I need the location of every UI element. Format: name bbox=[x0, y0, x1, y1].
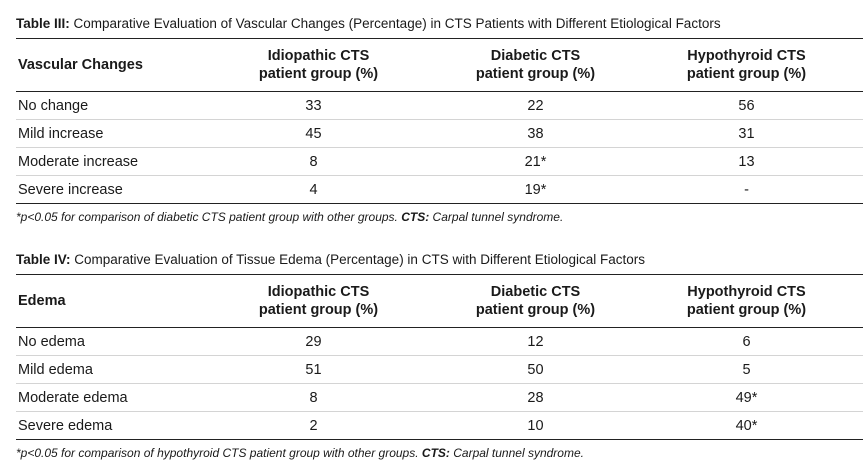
table-row bbox=[16, 356, 863, 384]
row-label: Moderate increase bbox=[18, 153, 139, 170]
table-row bbox=[16, 120, 863, 148]
table-cell: 10 bbox=[527, 417, 544, 434]
table-cell: 50 bbox=[527, 361, 544, 378]
table-row bbox=[16, 148, 863, 176]
caption-text: Comparative Evaluation of Tissue Edema (Percentage) in CTS with Different Etiological Factors bbox=[70, 252, 646, 267]
table-cell: 12 bbox=[527, 333, 544, 350]
column-header: Diabetic CTS patient group (%) bbox=[475, 48, 596, 82]
caption-text: Comparative Evaluation of Vascular Changes (Percentage) in CTS Patients with Different Etiological Factors bbox=[69, 16, 721, 31]
table-cell: 56 bbox=[738, 97, 755, 114]
table-cell: 28 bbox=[527, 389, 544, 406]
row-label: No change bbox=[18, 97, 89, 114]
table-cell: 22 bbox=[527, 97, 544, 114]
table-cell: 51 bbox=[305, 361, 322, 378]
table-cell: 6 bbox=[742, 333, 751, 350]
table-row bbox=[16, 384, 863, 412]
table-header-row bbox=[16, 274, 863, 328]
table-cell: 29 bbox=[305, 333, 322, 350]
table-cell: 31 bbox=[738, 125, 755, 142]
table-cell: - bbox=[744, 181, 749, 198]
row-label: Severe edema bbox=[18, 417, 113, 434]
table-cell: 49* bbox=[735, 389, 758, 406]
caption-label: Table IV: bbox=[16, 252, 71, 267]
column-header: Hypothyroid CTS patient group (%) bbox=[686, 48, 807, 82]
table-cell: 45 bbox=[305, 125, 322, 142]
column-header: Idiopathic CTS patient group (%) bbox=[258, 284, 379, 318]
table-cell: 33 bbox=[305, 97, 322, 114]
table-cell: 8 bbox=[309, 389, 318, 406]
table-iii bbox=[16, 0, 863, 224]
table-cell: 8 bbox=[309, 153, 318, 170]
table-row bbox=[16, 92, 863, 120]
table-caption bbox=[16, 236, 863, 274]
caption-label: Table III: bbox=[16, 16, 70, 31]
table-cell: 4 bbox=[309, 181, 318, 198]
table-row bbox=[16, 412, 863, 440]
table-cell: 21* bbox=[524, 153, 547, 170]
table-cell: 40* bbox=[735, 417, 758, 434]
table-row bbox=[16, 176, 863, 204]
column-header: Edema bbox=[18, 293, 66, 309]
column-header: Hypothyroid CTS patient group (%) bbox=[686, 284, 807, 318]
table-cell: 5 bbox=[742, 361, 751, 378]
table-footnote: *p<0.05 for comparison of diabetic CTS patient group with other groups. CTS: Carpal tunnel syndrome. bbox=[16, 210, 564, 224]
table-footnote: *p<0.05 for comparison of hypothyroid CTS patient group with other groups. CTS: Carpal tunnel syndrome. bbox=[16, 446, 584, 460]
table-iv bbox=[16, 236, 863, 460]
row-label: Moderate edema bbox=[18, 389, 128, 406]
table-row bbox=[16, 328, 863, 356]
table-cell: 13 bbox=[738, 153, 755, 170]
row-label: Mild edema bbox=[18, 361, 93, 378]
row-label: Mild increase bbox=[18, 125, 104, 142]
column-header: Diabetic CTS patient group (%) bbox=[475, 284, 596, 318]
table-cell: 19* bbox=[524, 181, 547, 198]
table-cell: 2 bbox=[309, 417, 318, 434]
table-cell: 38 bbox=[527, 125, 544, 142]
table-caption bbox=[16, 0, 863, 38]
column-header: Vascular Changes bbox=[18, 57, 143, 73]
table-header-row bbox=[16, 38, 863, 92]
column-header: Idiopathic CTS patient group (%) bbox=[258, 48, 379, 82]
row-label: No edema bbox=[18, 333, 85, 350]
row-label: Severe increase bbox=[18, 181, 123, 198]
